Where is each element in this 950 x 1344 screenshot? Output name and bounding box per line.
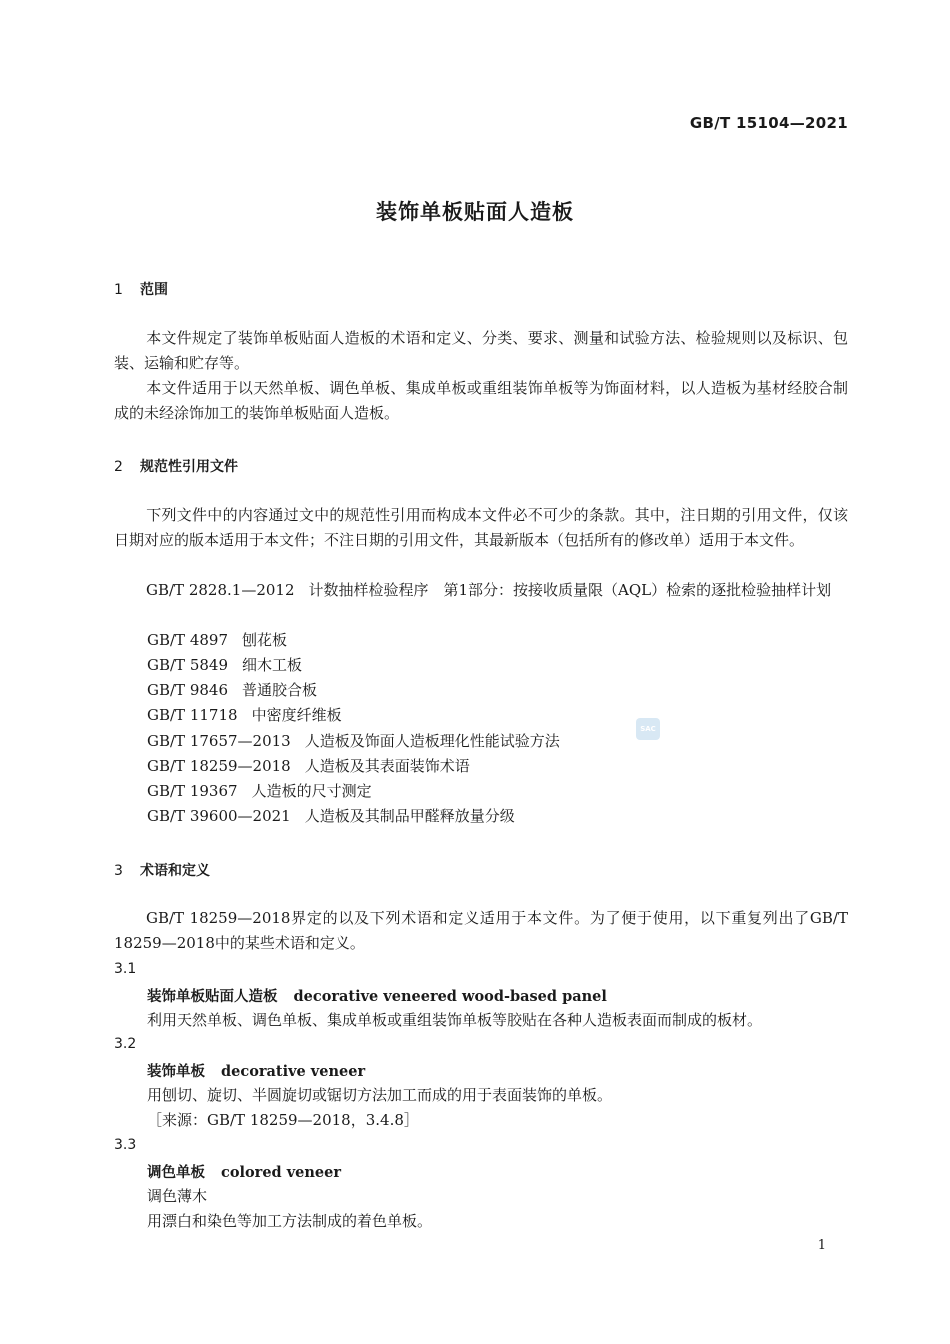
terms-intro-paragraph: GB/T 18259—2018界定的以及下列术语和定义适用于本文件。为了便于使用，以下重复列出了GB/T 18259—2018中的某些术语和定义。	[114, 909, 848, 952]
section-2-heading	[114, 456, 238, 476]
reference-item: GB/T 4897 刨花板	[147, 631, 288, 649]
reference-item: GB/T 17657—2013 人造板及饰面人造板理化性能试验方法	[147, 732, 560, 750]
section-3-heading	[114, 860, 210, 880]
document-code: GB/T 15104—2021	[689, 114, 848, 132]
clause-number: 3.1	[114, 961, 137, 977]
reference-item: GB/T 18259—2018 人造板及其表面装饰术语	[147, 757, 470, 775]
section-number: 1	[114, 282, 123, 298]
term-definition: 用漂白和染色等加工方法制成的着色单板。	[147, 1212, 433, 1230]
clause-number: 3.3	[114, 1137, 137, 1153]
scope-paragraph-2: 本文件适用于以天然单板、调色单板、集成单板或重组装饰单板等为饰面材料，以人造板为基材经胶合制成的未经涂饰加工的装饰单板贴面人造板。	[114, 379, 848, 422]
term-heading: 装饰单板 decorative veneer	[147, 1063, 366, 1080]
section-title: 术语和定义	[140, 863, 210, 879]
term-admitted-synonym: 调色薄木	[147, 1187, 208, 1205]
term-definition: 利用天然单板、调色单板、集成单板或重组装饰单板等胶贴在各种人造板表面而制成的板材。	[147, 1011, 763, 1029]
section-1-heading	[114, 279, 168, 299]
page-number: 1	[817, 1238, 826, 1253]
references-intro-paragraph: 下列文件中的内容通过文中的规范性引用而构成本文件必不可少的条款。其中，注日期的引用文件，仅该日期对应的版本适用于本文件；不注日期的引用文件，其最新版本（包括所有的修改单）适用于本文件。	[114, 506, 848, 549]
term-definition: 用刨切、旋切、半圆旋切或锯切方法加工而成的用于表面装饰的单板。	[147, 1086, 613, 1104]
reference-item: GB/T 5849 细木工板	[147, 656, 303, 674]
term-source: ［来源：GB/T 18259—2018，3.4.8］	[147, 1111, 419, 1129]
section-number: 2	[114, 459, 123, 475]
section-title: 范围	[140, 282, 168, 298]
term-heading: 装饰单板贴面人造板 decorative veneered wood-based panel	[147, 988, 607, 1005]
reference-item: GB/T 2828.1—2012 计数抽样检验程序 第1部分：按接收质量限（AQL）检索的逐批检验抽样计划	[146, 581, 832, 599]
term-heading: 调色单板 colored veneer	[147, 1164, 342, 1181]
sac-watermark-logo: SAC	[636, 718, 660, 740]
page-title: 装饰单板贴面人造板	[376, 200, 574, 224]
clause-number: 3.2	[114, 1036, 137, 1052]
reference-item: GB/T 19367 人造板的尺寸测定	[147, 782, 372, 800]
reference-item: GB/T 39600—2021 人造板及其制品甲醛释放量分级	[147, 807, 515, 825]
section-number: 3	[114, 863, 123, 879]
section-title: 规范性引用文件	[140, 459, 238, 475]
reference-item: GB/T 9846 普通胶合板	[147, 681, 318, 699]
reference-item: GB/T 11718 中密度纤维板	[147, 706, 342, 724]
scope-paragraph-1: 本文件规定了装饰单板贴面人造板的术语和定义、分类、要求、测量和试验方法、检验规则以及标识、包装、运输和贮存等。	[114, 329, 848, 372]
